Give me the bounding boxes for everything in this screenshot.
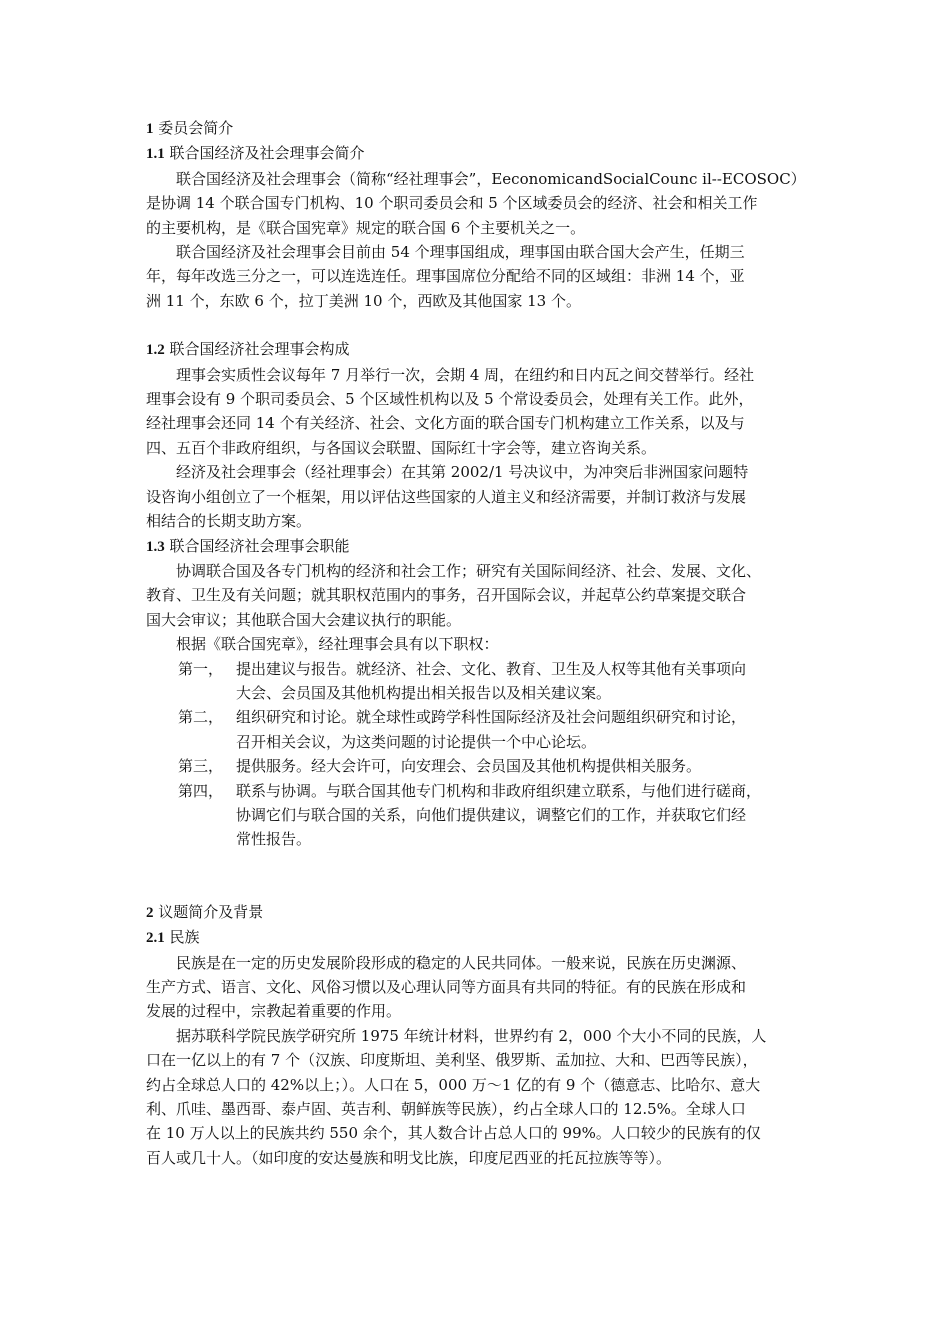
list-item: 第二， 组织研究和讨论。就全球性或跨学科性国际经济及社会问题组织研究和讨论， 召开相关会议，为这类问题的讨论提供一个中心论坛。 <box>178 708 747 751</box>
list-item: 第一， 提出建议与报告。就经济、社会、文化、教育、卫生及人权等其他有关事项向 大会、会员国及其他机构提出相关报告以及相关建议案。 <box>178 659 747 702</box>
subsection-heading: 1.3 联合国经济社会理事会职能 <box>146 536 350 555</box>
paragraph: 民族是在一定的历史发展阶段形成的稳定的人民共同体。一般来说，民族在历史渊源、 生产方式、语言、文化、风俗习惯以及心理认同等方面具有共同的特征。有的民族在形成和 发展的过程中，宗教起着重要的作用。 <box>146 953 747 1021</box>
paragraph: 根据《联合国宪章》，经社理事会具有以下职权： <box>176 635 499 654</box>
paragraph: 据苏联科学院民族学研究所 1975 年统计材料，世界约有 2，000 个大小不同的民族，人 口在一亿以上的有 7 个（汉族、印度斯坦、美利坚、俄罗斯、孟加拉、大和、巴西等民族）， 约占全球总人口的 42%以上；）。人口在 5，000 万～1 亿的有 9 个（德意志、比哈尔、意大 利、爪哇、墨西哥、泰卢固、英吉利、朝鲜族等民族），约占全球人口的 12.5%。全球人口 在 10 万人以上的民族共约 550 余个，其人数合计占总人口的 99%。人口较少的民族有的仅 百人或几十人。（如印度的安达曼族和明戈比族，印度尼西亚的托瓦拉族等等）。 <box>146 1026 767 1167</box>
paragraph: 经济及社会理事会（经社理事会）在其第 2002/1 号决议中，为冲突后非洲国家问题特 设咨询小组创立了一个框架，用以评估这些国家的人道主义和经济需要，并制订救济与发展 相结合的长期支助方案。 <box>146 463 749 531</box>
paragraph: 理事会实质性会议每年 7 月举行一次，会期 4 周，在纽约和日内瓦之间交替举行。经社 理事会设有 9 个职司委员会、5 个区域性机构以及 5 个常设委员会，处理有关工作。此外， 经社理事会还同 14 个有关经济、社会、文化方面的联合国专门机构建立工作关系，以及与 四、五百个非政府组织，与各国议会联盟、国际红十字会等，建立咨询关系。 <box>146 365 755 457</box>
paragraph: 联合国经济及社会理事会（简称“经社理事会”，EeconomicandSocialCounc il--ECOSOC） 是协调 14 个联合国专门机构、10 个职司委员会和 5 个区域委员会的经济、社会和相关工作 的主要机构，是《联合国宪章》规定的联合国 6 个主要机关之一。 <box>146 169 806 237</box>
section-heading: 1 委员会简介 <box>146 119 234 137</box>
subsection-heading: 1.1 联合国经济及社会理事会简介 <box>146 144 365 163</box>
list-item: 第三， 提供服务。经大会许可，向安理会、会员国及其他机构提供相关服务。 <box>178 757 702 776</box>
list-item: 第四， 联系与协调。与联合国其他专门机构和非政府组织建立联系，与他们进行磋商， 协调它们与联合国的关系，向他们提供建议，调整它们的工作，并获取它们经 常性报告。 <box>178 781 762 849</box>
document-page <box>146 116 810 1170</box>
subsection-heading: 2.1 民族 <box>146 928 200 947</box>
paragraph: 联合国经济及社会理事会目前由 54 个理事国组成，理事国由联合国大会产生，任期三 年，每年改选三分之一，可以连选连任。理事国席位分配给不同的区域组：非洲 14 个，亚 洲 11 个，东欧 6 个，拉丁美洲 10 个，西欧及其他国家 13 个。 <box>146 243 745 310</box>
subsection-heading: 1.2 联合国经济社会理事会构成 <box>146 340 350 359</box>
paragraph: 协调联合国及各专门机构的经济和社会工作；研究有关国际间经济、社会、发展、文化、 教育、卫生及有关问题；就其职权范围内的事务，召开国际会议，并起草公约草案提交联合 国大会审议；其他联合国大会建议执行的职能。 <box>146 561 762 629</box>
section-heading: 2 议题简介及背景 <box>146 902 264 921</box>
